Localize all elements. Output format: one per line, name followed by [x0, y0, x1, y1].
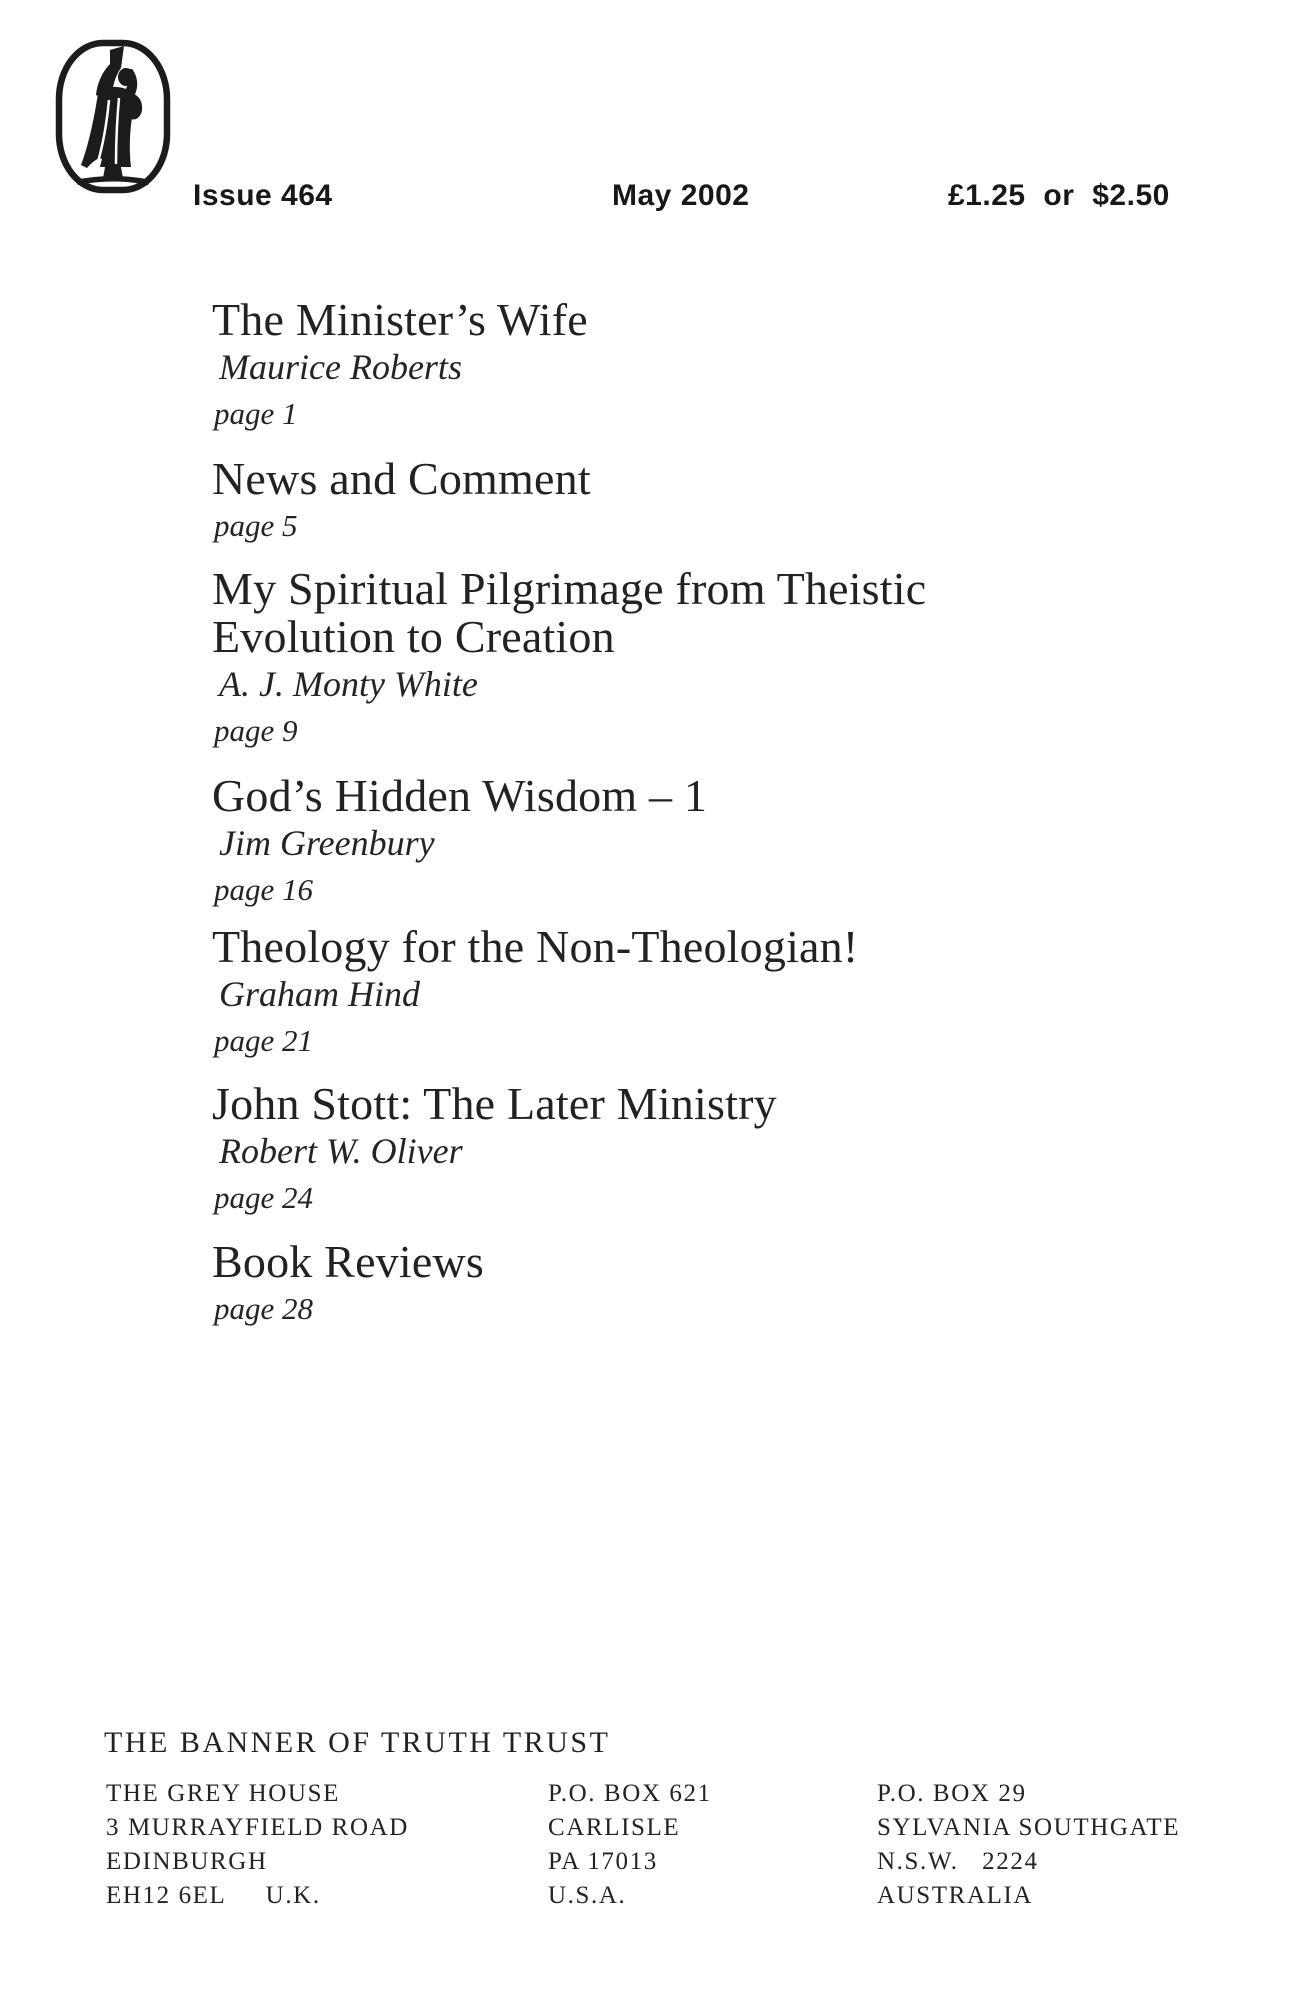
toc-entry	[212, 923, 858, 1064]
toc-entry	[212, 455, 591, 549]
toc-page-ref: page 28	[214, 1291, 314, 1326]
address-line: 3 MURRAYFIELD ROAD	[106, 1814, 409, 1841]
issue-number: Issue 464	[193, 179, 333, 212]
toc-author: Graham Hind	[219, 974, 421, 1014]
address-column	[877, 1777, 1180, 1913]
toc-author: Maurice Roberts	[219, 347, 462, 387]
toc-title: My Spiritual Pilgrimage from Theistic	[212, 563, 927, 614]
toc-page-ref: page 1	[214, 396, 298, 431]
address-line: PA 17013	[548, 1848, 658, 1875]
address-line: CARLISLE	[548, 1814, 681, 1841]
toc-title: Book Reviews	[212, 1236, 484, 1287]
address-line: AUSTRALIA	[877, 1882, 1034, 1909]
toc-page-ref: page 21	[214, 1023, 314, 1058]
toc-page-ref: page 9	[214, 713, 298, 748]
table-of-contents	[212, 0, 1212, 1700]
address-line: EH12 6EL U.K.	[106, 1882, 321, 1909]
address-line: EDINBURGH	[106, 1848, 268, 1875]
toc-page-ref: page 16	[214, 872, 314, 907]
toc-entry	[212, 772, 707, 913]
preacher-logo-icon	[53, 38, 173, 195]
toc-title: Evolution to Creation	[212, 611, 615, 662]
address-column	[106, 1777, 409, 1913]
issue-price: £1.25 or $2.50	[948, 179, 1170, 212]
toc-title: John Stott: The Later Ministry	[212, 1078, 777, 1129]
address-line: P.O. BOX 29	[877, 1780, 1027, 1807]
address-line: SYLVANIA SOUTHGATE	[877, 1814, 1181, 1841]
toc-page-ref: page 24	[214, 1180, 314, 1215]
toc-title: God’s Hidden Wisdom – 1	[212, 770, 708, 821]
toc-entry	[212, 296, 588, 437]
toc-page-ref: page 5	[214, 508, 298, 543]
toc-author: Robert W. Oliver	[219, 1131, 463, 1171]
toc-entry	[212, 1238, 484, 1332]
toc-author: Jim Greenbury	[219, 823, 435, 863]
address-line: THE GREY HOUSE	[106, 1780, 340, 1807]
issue-date: May 2002	[612, 179, 750, 212]
toc-title: Theology for the Non-Theologian!	[212, 921, 859, 972]
address-column	[548, 1777, 712, 1913]
toc-title: News and Comment	[212, 453, 591, 504]
toc-entry	[212, 1080, 777, 1221]
toc-title: The Minister’s Wife	[212, 294, 588, 345]
toc-entry	[212, 565, 926, 754]
address-line: P.O. BOX 621	[548, 1780, 712, 1807]
address-line: U.S.A.	[548, 1882, 627, 1909]
publisher-name: THE BANNER OF TRUTH TRUST	[104, 1726, 611, 1759]
address-line: N.S.W. 2224	[877, 1848, 1039, 1875]
toc-author: A. J. Monty White	[219, 664, 478, 704]
